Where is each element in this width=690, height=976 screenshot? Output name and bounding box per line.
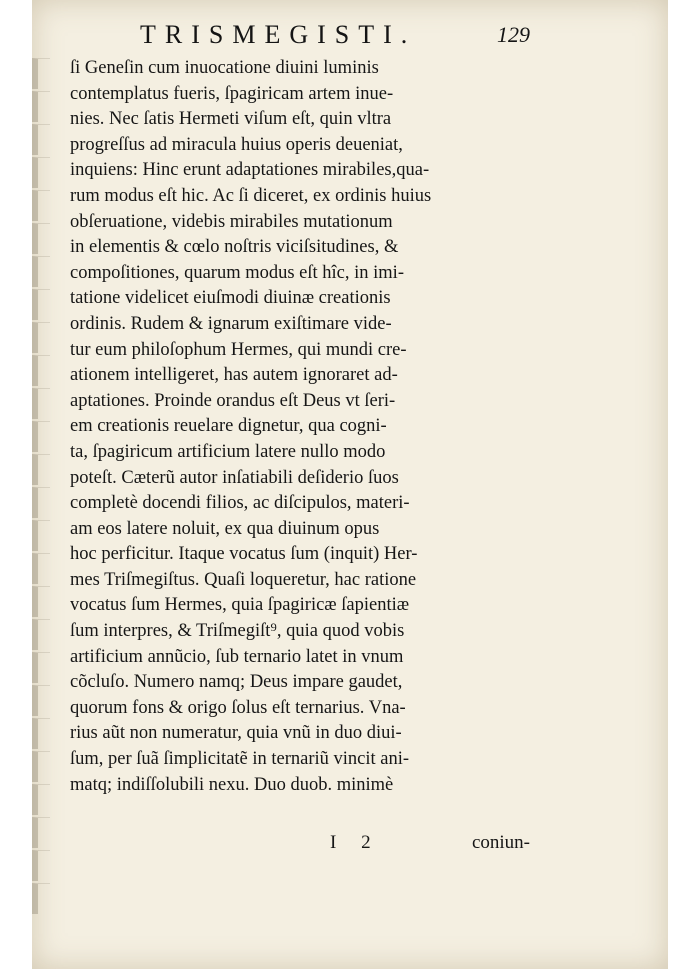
body-text	[70, 56, 540, 798]
text-line: poteſt. Cæterũ autor inſatiabili deſiderio ſuos	[70, 467, 399, 488]
text-line: tur eum philoſophum Hermes, qui mundi cre-	[70, 339, 407, 360]
page-header	[140, 18, 530, 52]
text-line: progreſſus ad miracula huius operis deueniat,	[70, 134, 403, 155]
text-line: mes Triſmegiſtus. Quaſi loqueretur, hac ratione	[70, 569, 417, 590]
text-line: em creationis reuelare dignetur, qua cogni-	[70, 416, 387, 437]
text-line: ordinis. Rudem & ignarum exiſtimare vide-	[70, 313, 392, 334]
text-line: ſum interpres, & Triſmegiſt⁹, quia quod vobis	[70, 621, 405, 642]
text-line: aptationes. Proinde orandus eſt Deus vt ſeri-	[70, 390, 396, 411]
text-line: ſi Geneſin cum inuocatione diuini luminis	[70, 58, 379, 78]
text-line: ationem intelligeret, has autem ignoraret ad-	[70, 365, 398, 386]
page-number: 129	[497, 22, 530, 47]
text-line: vocatus ſum Hermes, quia ſpagiricæ ſapientiæ	[70, 595, 410, 616]
page-footer	[70, 832, 530, 860]
running-title: TRISMEGISTI.	[140, 20, 417, 49]
text-line: ta, ſpagiricum artificium latere nullo modo	[70, 441, 386, 462]
catchword: coniun-	[471, 832, 530, 853]
text-line: inquiens: Hinc erunt adaptationes mirabiles,qua-	[70, 160, 430, 181]
text-line: tatione videlicet eiuſmodi diuinæ creationis	[70, 288, 391, 309]
text-line: obſeruatione, videbis mirabiles mutationum	[70, 211, 393, 232]
text-line: ſum, per ſuã ſimplicitatẽ in ternariũ vincit ani-	[70, 749, 410, 770]
text-line: cõcluſo. Numero namq; Deus impare gaudet,	[70, 672, 403, 693]
text-line: hoc perficitur. Itaque vocatus ſum (inquit) Her-	[70, 544, 418, 565]
text-line: matq; indiſſolubili nexu. Duo duob. minimè	[70, 774, 394, 795]
signature-mark: I 2	[330, 832, 381, 853]
text-line: quorum fons & origo ſolus eſt ternarius. Vna-	[70, 697, 406, 718]
facing-page-edge	[32, 58, 50, 898]
text-line: completè docendi filios, ac diſcipulos, materi-	[70, 493, 410, 514]
text-line: nies. Nec ſatis Hermeti viſum eſt, quin vltra	[70, 109, 392, 130]
text-line: artificium annũcio, ſub ternario latet in vnum	[70, 646, 404, 667]
text-line: am eos latere noluit, ex qua diuinum opus	[70, 518, 380, 539]
text-line: rius aũt non numeratur, quia vnũ in duo diui-	[70, 723, 402, 744]
text-line: compoſitiones, quarum modus eſt hîc, in imi-	[70, 262, 404, 283]
text-line: in elementis & cœlo noſtris viciſsitudines, &	[70, 237, 399, 258]
text-line: contemplatus fueris, ſpagiricam artem inue-	[70, 83, 394, 104]
text-line: rum modus eſt hic. Ac ſi diceret, ex ordinis huius	[70, 185, 432, 206]
